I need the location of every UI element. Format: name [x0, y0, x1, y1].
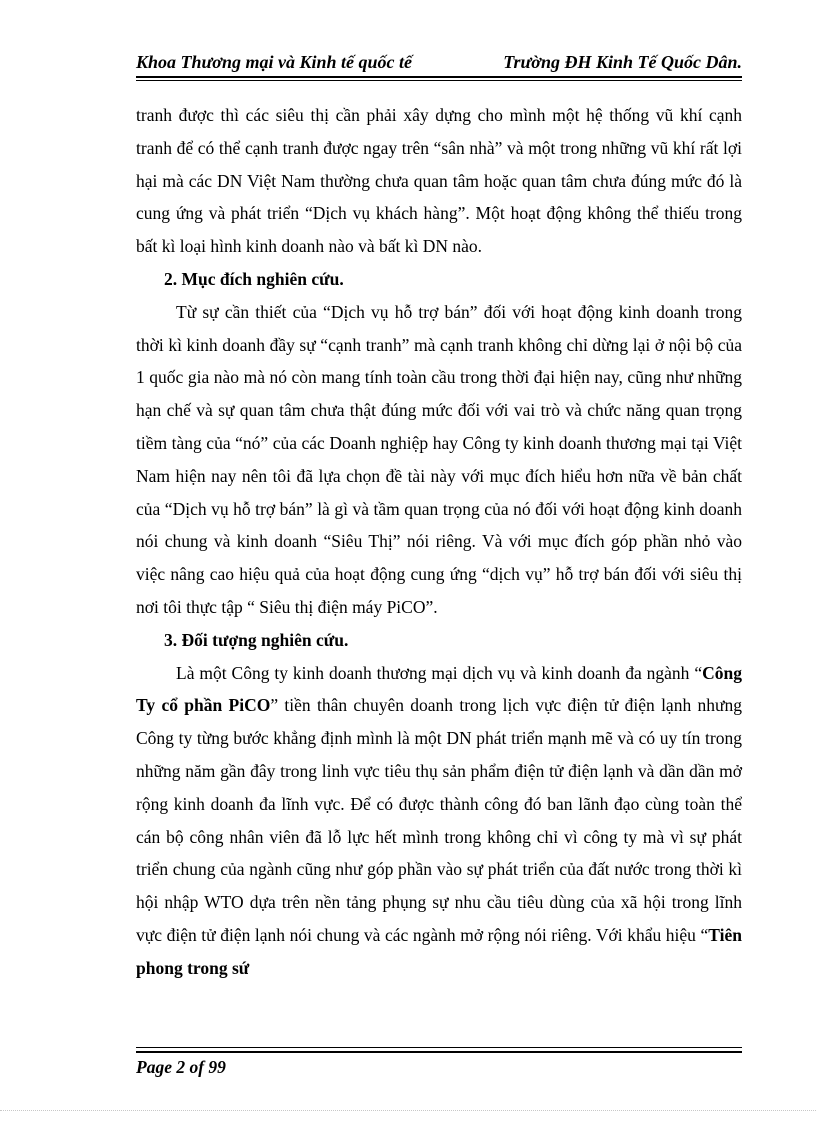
paragraph-intro: tranh được thì các siêu thị cần phải xây dựng cho mình một hệ thống vũ khí cạnh tranh để có thể cạnh tranh được ngay trên “sân nhà” và một trong những vũ khí rất lợi hại mà các DN Việt Nam thường chưa quan tâm hoặc quan tâm chưa đúng mức đó là cung ứng và phát triển “Dịch vụ khách hàng”. Một hoạt động không thể thiếu trong bất kì loại hình kinh doanh nào và bất kì DN nào. [136, 105, 742, 257]
page-number: Page 2 of 99 [136, 1057, 226, 1077]
paragraph-purpose: Từ sự cần thiết của “Dịch vụ hỗ trợ bán” đối với hoạt động kinh doanh trong thời kì kinh doanh đầy sự “cạnh tranh” mà cạnh tranh không chỉ dừng lại ở nội bộ của 1 quốc gia nào mà nó còn mang tính toàn cầu trong thời đại hiện nay, cũng như những hạn chế và sự quan tâm chưa thật đúng mức đối với vai trò và chức năng quan trọng tiềm tàng của “nó” của các Doanh nghiệp hay Công ty kinh doanh thương mại tại Việt Nam hiện nay nên tôi đã lựa chọn đề tài này với mục đích hiểu hơn nữa về bản chất của “Dịch vụ hỗ trợ bán” là gì và tầm quan trọng của nó đối với hoạt động kinh doanh nói chung và kinh doanh “Siêu Thị” nói riêng. Và với mục đích góp phần nhỏ vào việc nâng cao hiệu quả của hoạt động cung ứng “dịch vụ” hỗ trợ bán đối với siêu thị nơi tôi thực tập “ Siêu thị điện máy PiCO”. [136, 301, 742, 617]
paragraph-subject-part-b: ” tiền thân chuyên doanh trong lịch vực điện tử điện lạnh nhưng Công ty từng bước khẳng định mình là một DN phát triển mạnh mẽ và có uy tín trong những năm gần đây trong linh vực tiêu thụ sản phẩm điện tử điện lạnh và dần dần mở rộng kinh doanh đa lĩnh vực. Để có được thành công đó ban lãnh đạo cùng toàn thể cán bộ công nhân viên đã lỗ lực hết mình trong không chỉ vì công ty mà vì sự phát triển chung của ngành cũng như góp phần vào sự phát triển của đất nước trong thời kì hội nhập WTO dựa trên nền tảng phụng sự nhu cầu tiêu dùng của xã hội trong lĩnh vực điện tử điện lạnh nói chung và các ngành mở rộng nói riêng. Với khẩu hiệu “ [136, 695, 742, 945]
section-heading-subject: 3. Đối tượng nghiên cứu. [164, 629, 349, 650]
company-name: Công Ty cổ phần PiCO [136, 662, 742, 716]
document-body [136, 99, 742, 985]
section-heading-purpose: 2. Mục đích nghiên cứu. [164, 268, 344, 289]
header-rule-thick [136, 76, 742, 78]
header-faculty: Khoa Thương mại và Kinh tế quốc tế [136, 52, 412, 72]
header-rule-thin [136, 80, 742, 81]
slogan-text: Tiên phong trong sứ [136, 924, 742, 978]
page-boundary-dotted [0, 1110, 816, 1111]
page-header [136, 48, 742, 76]
footer-rule-thick [136, 1051, 742, 1053]
footer-rule-thin [136, 1047, 742, 1048]
header-university: Trường ĐH Kinh Tế Quốc Dân. [503, 52, 742, 72]
paragraph-subject-part-a: Là một Công ty kinh doanh thương mại dịch vụ và kinh doanh đa ngành “ [176, 662, 703, 683]
paragraph-subject [136, 657, 742, 985]
